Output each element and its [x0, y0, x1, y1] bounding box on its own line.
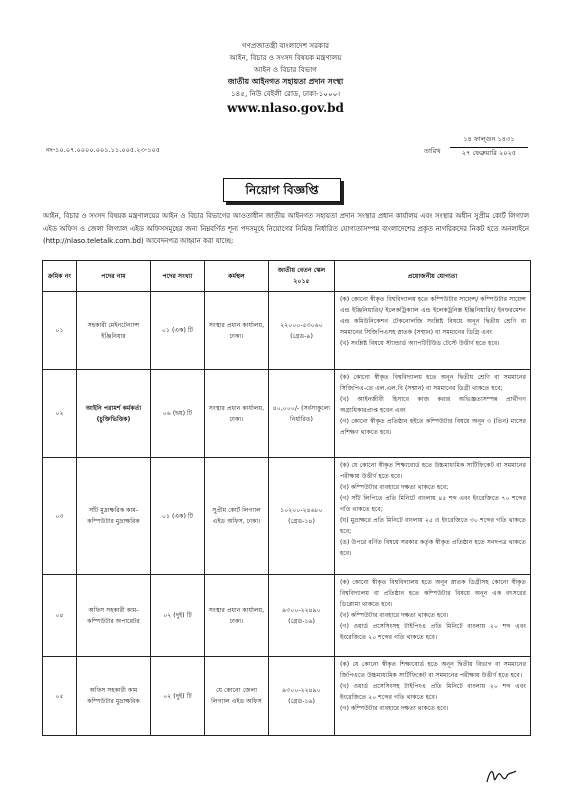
date-bangla: ১৪ ফাল্গুন ১৪৩১	[450, 133, 528, 148]
header-count: পদের সংখ্যা	[151, 261, 205, 292]
cell-qualification	[335, 292, 531, 370]
qualification-item: (খ) কম্পিউটার ব্যবহারে দক্ষতা থাকতে হবে।	[340, 612, 449, 619]
qualification-item: (গ) ওয়ার্ড প্রসেসিংসহ টাইপিংএ প্রতি মিনিটে বাংলায় ২০ শব্দ এবং ইংরেজিতে ২০ শব্দের গতি থাকতে হবে।	[340, 623, 526, 641]
cell-serial: ০৩	[43, 458, 77, 575]
signature-mark	[484, 762, 518, 786]
cell-serial: ০৫	[43, 657, 77, 736]
cell-post: অফিস সহকারী কাম-কম্পিউটার অপারেটর	[77, 575, 151, 657]
qualification-item: (ক) কোনো স্বীকৃত বিশ্ববিদ্যালয় হতে অনূন দ্বিতীয় শ্রেণি বা সমমানের সিজিপিএ-তে এল.এল.বি (সম্মান) বা সমমানের ডিগ্রী থাকতে হবে;	[340, 374, 526, 392]
header-scale: জাতীয় বেতন স্কেল ২০১৫	[269, 261, 335, 292]
cell-scale: ২২০০০-৫৩০৬০ (গ্রেড-৯)	[269, 292, 335, 370]
cell-workplace: সংস্থার প্রধান কার্যালয়, ঢাকা।	[205, 292, 269, 370]
header-serial: ক্রমিক নং	[43, 261, 77, 292]
cell-count: ০১ (এক) টি	[151, 292, 205, 370]
cell-scale: ৪০,০০০/- (সর্বসাকুল্যে নির্ধারিত)	[269, 370, 335, 458]
cell-serial: ০২	[43, 370, 77, 458]
cell-count: ০২ (দুই) টি	[151, 657, 205, 736]
qualification-item: (গ) সাঁট লিপিতে প্রতি মিনিটে বাংলায় ৪৫ শব্দ এবং ইংরেজিতে ৭০ শব্দের গতি থাকতে হবে;	[340, 495, 526, 513]
qualification-item: (ক) কোনো স্বীকৃত বিশ্ববিদ্যালয় হতে কম্পিউটার সায়েন্স/ কম্পিউটার সায়েন্স এন্ড ইঞ্জিনিয়ারিং/ ইলেকট্রিক্যাল এন্ড ইলেকট্রনিক্স ইঞ্জিনিয়ারিং/ ইনফরমেশন এন্ড কমিউনিকেশন টেকনোলজি সংশ্লিষ্ট বিষয়ে অনূন দ্বিতীয় শ্রেণি বা সমমানের সিজিপিএসহ স্নাতক (সম্মান) বা সমমানের ডিগ্রি এবং	[340, 296, 526, 336]
table-header-row	[43, 261, 531, 292]
post-title: আইনি পরামর্শ কর্মকর্তা (চুক্তিভিত্তিক)	[85, 404, 142, 423]
cell-qualification	[335, 575, 531, 657]
vacancy-table	[42, 260, 531, 736]
qualification-item: (ঘ) মুদ্রাক্ষরে প্রতি মিনিটে বাংলায় ২৫ ও ইংরেজিতে ৩০ শব্দের গতি থাকতে হবে;	[340, 517, 526, 535]
notice-title: নিয়োগ বিজ্ঞপ্তি	[223, 178, 341, 202]
qualification-item: (খ) কম্পিউটার ব্যবহারে দক্ষতা থাকতে হবে;	[340, 484, 449, 491]
header-line-1: গণপ্রজাতন্ত্রী বাংলাদেশ সরকার	[241, 41, 330, 50]
cell-count: ০১ (এক) টি	[151, 458, 205, 575]
table-row	[43, 657, 531, 736]
date-english: ২৭ ফেব্রুয়ারি ২০২৫	[461, 149, 517, 157]
cell-serial: ০১	[43, 292, 77, 370]
header-line-2: আইন, বিচার ও সংসদ বিষয়ক মন্ত্রণালয়	[229, 53, 342, 62]
cell-scale: ৯৩০০-২২৪৯০ (গ্রেড-১৬)	[269, 575, 335, 657]
cell-workplace: সুপ্রীম কোর্ট লিগ্যাল এইড অফিস, ঢাকা।	[205, 458, 269, 575]
qualification-item: (খ) সংশ্লিষ্ট বিষয়ে স্ট্যান্ডার্ড অ্যাপটিটিউড টেস্টে উত্তীর্ণ হতে হবে।	[340, 340, 500, 347]
header-address: ১৪৫, নিউ বেইলী রোড, ঢাকা-১০০০।	[230, 89, 341, 98]
cell-count: ০৬ (ছয়) টি	[151, 370, 205, 458]
cell-serial: ০৪	[43, 575, 77, 657]
intro-paragraph: আইন, বিচার ও সংসদ বিষয়ক মন্ত্রণালয়ের আইন ও বিচার বিভাগের আওতাধীন জাতীয় আইনগত সহায়তা প্রদান সংস্থার প্রধান কার্যালয় এবং সংস্থার অধীন সুপ্রীম কোর্ট লিগ্যাল এইড অফিস ও জেলা লিগ্যাল এইড অফিসসমূহের জন্য নিম্নবর্ণিত শূন্য পদসমূহে নিয়োগের নিমিত্ত নির্ধারিত যোগ্যতাসম্পন্ন বাংলাদেশের প্রকৃত নাগরিকদের নিকট হতে অনলাইনে (http://nlaso.teletalk.com.bd) আবেদনপত্র আহ্বান করা যাচ্ছে:	[43, 212, 529, 245]
table-row	[43, 575, 531, 657]
cell-post: সহকারী মেইনটেন্যান্স ইঞ্জিনিয়ার	[77, 292, 151, 370]
office-header	[0, 40, 571, 117]
cell-workplace: যে কোনো জেলা লিগ্যাল এইড অফিস	[205, 657, 269, 736]
cell-count: ০২ (দুই) টি	[151, 575, 205, 657]
cell-qualification	[335, 657, 531, 736]
header-org-name: জাতীয় আইনগত সহায়তা প্রদান সংস্থা	[227, 77, 344, 86]
header-line-3: আইন ও বিচার বিভাগ	[254, 65, 317, 74]
cell-post: অফিস সহকারী কাম কম্পিউটার মুদ্রাক্ষরিক	[77, 657, 151, 736]
cell-qualification	[335, 370, 531, 458]
cell-qualification	[335, 458, 531, 575]
qualification-item: (ক) যে কোনো স্বীকৃত শিক্ষাবোর্ড হতে উচ্চমাধ্যমিক সার্টিফিকেট বা সমমানের পরীক্ষায় উত্তীর্ণ হতে হবে।	[340, 462, 526, 480]
memo-number: নং-১০.০৭.০০০০.০০১.১১.০০৫.২৩-১০৫	[46, 146, 161, 154]
date-label: তারিখ	[424, 147, 441, 155]
qualification-item: (খ) ওয়ার্ড প্রসেসিংসহ টাইপিংএ প্রতি মিনিটে বাংলায় ২০ শব্দ এবং ইংরেজিতে ২০ শব্দের গতি থাকতে হবে।	[340, 683, 526, 701]
qualification-item: (ক) কোনো স্বীকৃত বিশ্ববিদ্যালয় হতে অনূন স্নাতক ডিগ্রীসহ কোনো স্বীকৃত বিশ্ববিদ্যালয় বা প্রতিষ্ঠান হতে কম্পিউটার বিষয়ে অনূন এক বৎসরের ডিপ্লোমা থাকতে হবে।	[340, 579, 526, 608]
header-workplace: কর্মস্থল	[205, 261, 269, 292]
qualification-item: (গ) কম্পিউটার ব্যবহারে দক্ষতা থাকতে হবে।	[340, 705, 449, 712]
cell-post	[77, 370, 151, 458]
cell-scale: ৯৩০০-২২৪৯০ (গ্রেড-১৬)	[269, 657, 335, 736]
cell-workplace: সংস্থার প্রধান কার্যালয়, ঢাকা।	[205, 370, 269, 458]
cell-scale: ১০২০০-২৪৬৮০ (গ্রেড-১৪)	[269, 458, 335, 575]
qualification-item: (ক) যে কোনো স্বীকৃত শিক্ষাবোর্ড হতে অনূন দ্বিতীয় বিভাগ বা সমমানের জিপিএতে উচ্চমাধ্যমিক সার্টিফিকেট বা সমমানের পরীক্ষায় উত্তীর্ণ হতে হবে।	[340, 661, 526, 679]
cell-workplace: সংস্থার প্রধান কার্যালয়, ঢাকা।	[205, 575, 269, 657]
table-row	[43, 458, 531, 575]
header-qualification: প্রয়োজনীয় যোগ্যতা	[335, 261, 531, 292]
table-row	[43, 370, 531, 458]
cell-post: সাঁট মুদ্রাক্ষরিক কাম-কম্পিউটার মুদ্রাক্ষরিক	[77, 458, 151, 575]
header-website: www.nlaso.gov.bd	[227, 101, 344, 115]
table-row	[43, 292, 531, 370]
qualification-item: (ঙ) উপরে বর্ণিত বিষয়ে সরকার কর্তৃক স্বীকৃত প্রতিষ্ঠান হতে সনদপত্র থাকতে হবে।	[340, 539, 526, 557]
qualification-item: (খ) আইনজীবী হিসাবে কাজ করার অভিজ্ঞতাসম্পন্ন প্রার্থীগণ অগ্রাধিকারপ্রাপ্ত হবেন এবং	[340, 396, 526, 414]
header-post: পদের নাম	[77, 261, 151, 292]
qualification-item: (গ) কোনো স্বীকৃত প্রতিষ্ঠান হইতে কম্পিউটার বিষয়ে অনূন ৩ (তিন) মাসের প্রশিক্ষণ থাকতে হবে।	[340, 418, 526, 436]
